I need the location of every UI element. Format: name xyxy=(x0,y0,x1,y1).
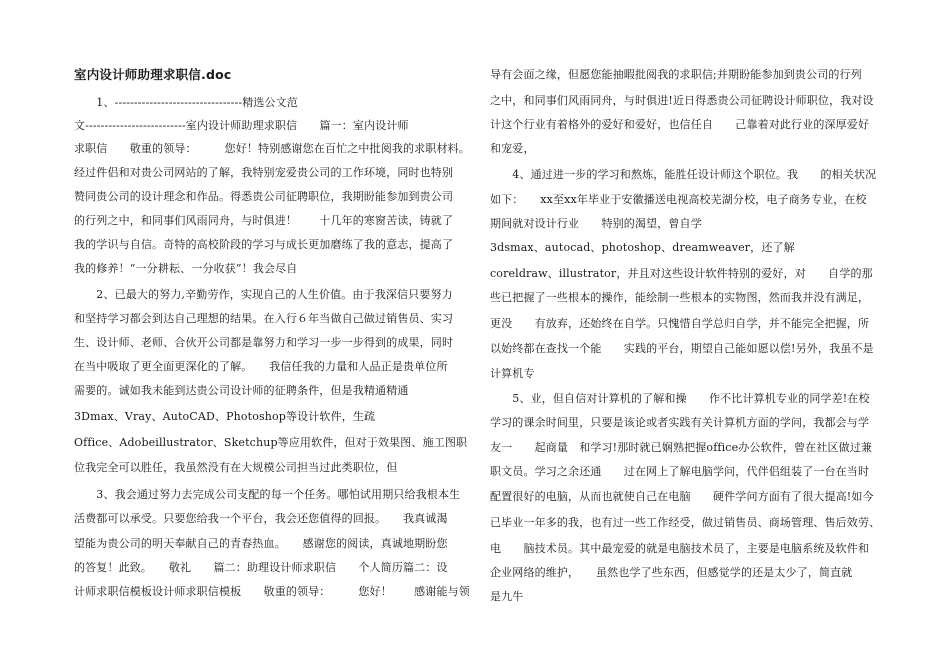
text-line: 的行列之中，和同事们风雨同舟，与时俱进！ 十几年的寒窗苦读，铸就了 xyxy=(74,214,454,227)
text-line: 3、我会通过努力去完成公司支配的每一个任务。哪怕试用期只给我根本生 xyxy=(74,488,461,501)
text-line: 在当中吸取了更全面更深化的了解。 我信任我的力量和人品正是贵单位所 xyxy=(74,360,448,373)
text-line: 和坚持学习都会到达自己理想的结果。在入行６年当做自己做过销售员、实习 xyxy=(74,312,454,325)
text-line: 活费都可以承受。只要您给我一个平台，我会还您值得的回报。 我真诚渴 xyxy=(74,512,448,525)
text-line: 4、通过进一步的学习和熬炼，能胜任设计师这个职位。我 的相关状况 xyxy=(490,168,877,181)
text-line: 的答复！此致。 敬礼 篇二：助理设计师求职信 个人简历篇二：设 xyxy=(74,561,448,574)
text-line: 需要的。诚如我未能到达贵公司设计师的征聘条件，但是我精通精通 xyxy=(74,384,409,397)
text-line: 2、已最大的努力,辛勤劳作，实现自己的人生价值。由于我深信只要努力 xyxy=(74,288,453,301)
text-line: 求职信 敬重的领导： 您好！特别感谢您在百忙之中批阅我的求职材料。 xyxy=(74,142,470,155)
text-line: 3Dmax、Vray、AutoCAD、Photoshop等设计软件，生疏 xyxy=(74,410,376,423)
text-line: 文--------------------------室内设计师助理求职信 篇一：室内设计师 xyxy=(74,119,409,132)
text-line: 些已把握了一些根本的操作，能绘制一些根本的实物图，然而我并没有满足， xyxy=(490,291,870,304)
text-line: 企业网络的维护， 虽然也学了些东西，但感觉学的还是太少了，简直就 xyxy=(490,566,853,579)
text-line: 已毕业一年多的我，也有过一些工作经受，做过销售员、商场管理、售后效劳、 xyxy=(490,516,881,529)
text-line: 友一 起商量 和学习!那时就已娴熟把握office办公软件，曾在社区做过兼 xyxy=(490,441,873,454)
text-line: 计算机专 xyxy=(490,367,535,380)
text-line: 以始终都在查找一个能 实践的平台，期望自己能如愿以偿!另外，我虽不是 xyxy=(490,342,874,355)
text-line: coreldraw、illustrator，并且对这些设计软件特别的爱好，对 自学的那 xyxy=(490,267,873,280)
text-line: 经过件侣和对贵公司网站的了解，我特别宠爱贵公司的工作环境，同时也特别 xyxy=(74,166,454,179)
text-line: 如下： xx至xx年毕业于安徽播送电视高校芜湖分校，电子商务专业，在校 xyxy=(490,193,867,206)
text-line: 3dsmax、autocad、photoshop、dreamweaver，还了解 xyxy=(490,241,795,254)
text-line: 导有会面之缘，但愿您能抽暇批阅我的求职信;并期盼能参加到贵公司的行列 xyxy=(490,68,862,81)
text-line: 电 脑技术员。其中最宠爱的就是电脑技术员了，主要是电脑系统及软件和 xyxy=(490,542,870,555)
text-line: 位我完全可以胜任，我虽然没有在大规模公司担当过此类职位，但 xyxy=(74,461,398,474)
text-line: 期间就对设计行业 特别的渴望，曾自学 xyxy=(490,217,702,230)
text-line: 计师求职信模板设计师求职信模板 敬重的领导： 您好！ 感谢能与领 xyxy=(74,585,470,598)
text-line: 5、业，但自信对计算机的了解和操 作不比计算机专业的同学差!在校 xyxy=(490,392,870,405)
text-line: 学习的课余时间里，只要是该论或者实践有关计算机方面的学问，我都会与学 xyxy=(490,416,870,429)
text-line: 之中，和同事们风雨同舟，与时俱进!近日得悉贵公司征聘设计师职位，我对设 xyxy=(490,94,874,107)
text-line: Office、Adobeillustrator、Sketchup等应用软件，但对于效果图、施工图职 xyxy=(74,436,468,449)
text-line: 赞同贵公司的设计理念和作品。得悉贵公司征聘职位，我期盼能参加到贵公司 xyxy=(74,190,454,203)
text-line: 生、设计师、老师、合伙开公司都是靠努力和学习一步一步得到的成果，同时 xyxy=(74,336,454,349)
text-line: 和宠爱， xyxy=(490,142,535,155)
text-line: 1、---------------------------------精选公文范 xyxy=(74,96,298,109)
text-line: 配置很好的电脑，从而也就使自己在电脑 硬件学问方面有了很大提高!如今 xyxy=(490,490,874,503)
text-line: 更没 有放弃，还始终在自学。只愧惜自学总归自学，并不能完全把握，所 xyxy=(490,317,870,330)
text-line: 是九牛 xyxy=(490,590,524,603)
text-line: 我的修养！“一分耕耘、一分收获”！我会尽自 xyxy=(74,262,298,275)
text-line: 望能为贵公司的明天奉献自己的青春热血。 感谢您的阅读，真诚地期盼您 xyxy=(74,537,448,550)
text-line: 计这个行业有着格外的爱好和爱好，也信任自 己靠着对此行业的深厚爱好 xyxy=(490,118,870,131)
text-line: 我的学识与自信。奇特的高校阶段的学习与成长更加磨练了我的意志，提高了 xyxy=(74,238,454,251)
document-title: 室内设计师助理求职信.doc xyxy=(74,67,232,82)
text-line: 职文员。学习之余还通 过在网上了解电脑学问，代伴侣组装了一台在当时 xyxy=(490,465,870,478)
